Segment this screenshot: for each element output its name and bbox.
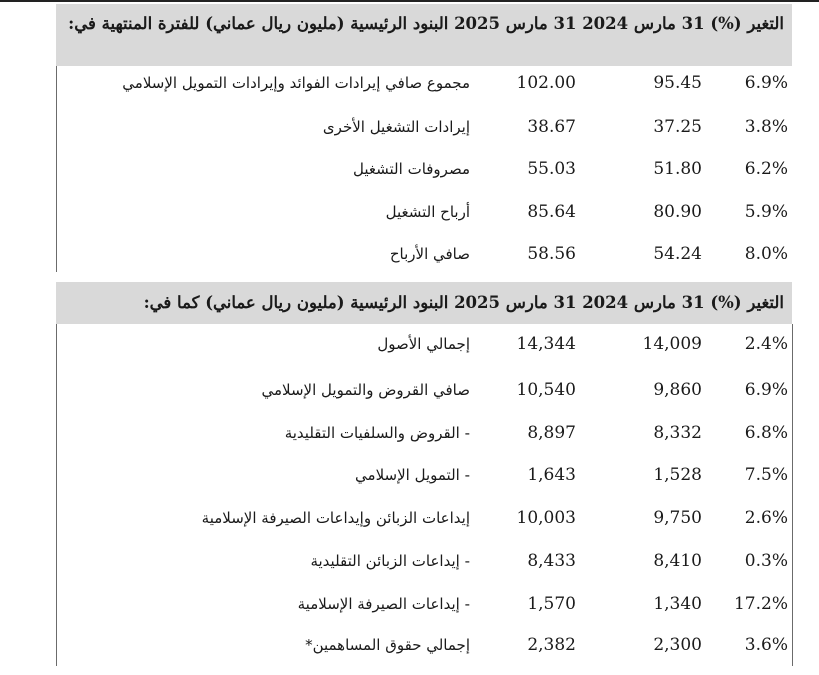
value-2024: 80.90	[653, 202, 702, 222]
change-percent: 8.0%	[744, 244, 788, 264]
row-label: - إيداعات الزبائن التقليدية	[310, 552, 470, 570]
row-label: أرباح التشغيل	[385, 203, 470, 221]
table-row	[56, 460, 792, 490]
value-2025: 14,344	[516, 334, 576, 354]
change-percent: 17.2%	[733, 594, 788, 614]
row-label: - التمويل الإسلامي	[355, 466, 470, 484]
table2-right-border	[792, 324, 793, 666]
table2-header-text: التغير (%) 31 مارس 2024 31 مارس 2025 البنود الرئيسية (مليون ريال عماني) كما في:	[143, 293, 784, 312]
top-border	[0, 0, 819, 2]
value-2025: 1,570	[527, 594, 576, 614]
change-percent: 6.8%	[744, 423, 788, 443]
table-row	[56, 68, 792, 98]
value-2024: 1,340	[653, 594, 702, 614]
change-percent: 0.3%	[744, 551, 788, 571]
table-row	[56, 239, 792, 269]
change-percent: 6.9%	[744, 73, 788, 93]
table-row	[56, 630, 792, 660]
row-label: - إيداعات الصيرفة الإسلامية	[297, 595, 470, 613]
value-2024: 1,528	[653, 465, 702, 485]
table-row	[56, 375, 792, 405]
change-percent: 7.5%	[744, 465, 788, 485]
table-row	[56, 112, 792, 142]
value-2025: 2,382	[527, 635, 576, 655]
row-label: مصروفات التشغيل	[353, 160, 470, 178]
change-percent: 3.6%	[744, 635, 788, 655]
row-label: صافي الأرباح	[389, 245, 470, 263]
value-2024: 37.25	[653, 117, 702, 137]
table-row	[56, 329, 792, 359]
table1-header-text: التغير (%) 31 مارس 2024 31 مارس 2025 البنود الرئيسية (مليون ريال عماني) للفترة المنتهية في:	[68, 14, 784, 33]
row-label: إجمالي حقوق المساهمين*	[305, 636, 470, 654]
value-2025: 85.64	[527, 202, 576, 222]
table1-header	[56, 4, 792, 66]
value-2025: 55.03	[527, 159, 576, 179]
change-percent: 3.8%	[744, 117, 788, 137]
table2-header	[56, 282, 792, 324]
table-row	[56, 503, 792, 533]
table-row	[56, 154, 792, 184]
table-row	[56, 546, 792, 576]
value-2025: 102.00	[516, 73, 576, 93]
row-label: إيداعات الزبائن وإيداعات الصيرفة الإسلامية	[201, 509, 470, 527]
value-2025: 10,003	[516, 508, 576, 528]
value-2025: 8,433	[527, 551, 576, 571]
value-2025: 38.67	[527, 117, 576, 137]
change-percent: 6.2%	[744, 159, 788, 179]
change-percent: 6.9%	[744, 380, 788, 400]
value-2025: 10,540	[516, 380, 576, 400]
value-2024: 8,410	[653, 551, 702, 571]
value-2024: 2,300	[653, 635, 702, 655]
row-label: - القروض والسلفيات التقليدية	[284, 424, 470, 442]
table-row	[56, 197, 792, 227]
value-2024: 8,332	[653, 423, 702, 443]
table-row	[56, 418, 792, 448]
value-2025: 1,643	[527, 465, 576, 485]
value-2025: 8,897	[527, 423, 576, 443]
value-2024: 54.24	[653, 244, 702, 264]
row-label: إجمالي الأصول	[377, 335, 470, 353]
value-2024: 9,860	[653, 380, 702, 400]
value-2024: 9,750	[653, 508, 702, 528]
change-percent: 5.9%	[744, 202, 788, 222]
row-label: صافي القروض والتمويل الإسلامي	[261, 381, 470, 399]
value-2024: 14,009	[642, 334, 702, 354]
value-2024: 95.45	[653, 73, 702, 93]
row-label: مجموع صافي إيرادات الفوائد وإيرادات التمويل الإسلامي	[122, 74, 470, 92]
table-row	[56, 589, 792, 619]
change-percent: 2.6%	[744, 508, 788, 528]
change-percent: 2.4%	[744, 334, 788, 354]
row-label: إيرادات التشغيل الأخرى	[322, 118, 470, 136]
value-2024: 51.80	[653, 159, 702, 179]
value-2025: 58.56	[527, 244, 576, 264]
